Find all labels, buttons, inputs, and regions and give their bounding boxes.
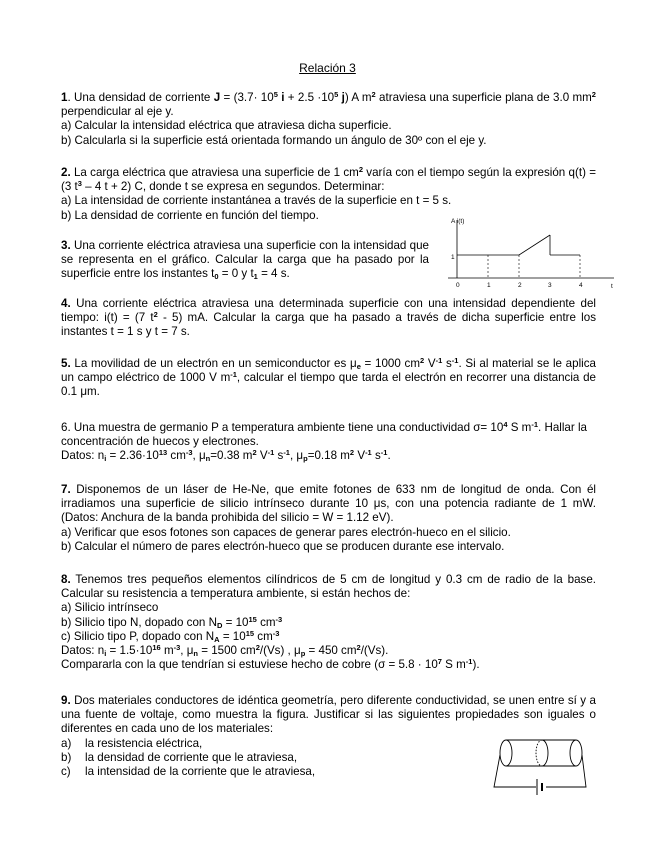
problem-number: 8. (61, 573, 71, 586)
text: = 2.36·10 (106, 449, 159, 463)
text: varía con el tiempo según la expresión q(t) = (3 t (61, 166, 596, 194)
text: s (274, 449, 284, 463)
text: ) A m (344, 91, 372, 104)
text: b) Silicio tipo N, dopado con N (61, 615, 217, 629)
problem-2-item-b: b) La densidad de corriente en función del tiempo. (61, 208, 319, 222)
text: , μ (289, 449, 304, 463)
text: Disponemos de un láser de He-Ne, que emite fotones de 633 nm de longitud de onda. Con él irradiamos una superficie de silicio intrínseco durante 10 μs, con una potencia radiante de 1 mW. (Datos: Anchura de la banda prohibida del silicio = W = 1.12 eV). (61, 483, 596, 525)
text: Datos: n (61, 449, 105, 463)
exponent: -1 (230, 370, 237, 380)
exponent: -3 (275, 614, 283, 624)
exponent: 13 (158, 448, 168, 458)
problem-4-statement (61, 297, 596, 340)
text: - 5) mA. Calcular la carga que ha pasado a través de dicha superficie entre los instantes t = 1 s y t = 7 s. (61, 311, 596, 339)
text: = 450 cm (305, 644, 357, 658)
problem-8 (61, 573, 596, 672)
problem-5 (61, 357, 596, 400)
item-label: a) (61, 736, 72, 750)
text: La carga eléctrica que atraviesa una superficie de 1 cm (70, 166, 359, 179)
exponent: -1 (435, 356, 443, 365)
item-label: b) (61, 750, 72, 764)
exponent: 2 (358, 165, 364, 174)
problem-number: 7. (61, 483, 71, 496)
text: perpendicular al eje y. (61, 105, 174, 119)
exponent: -3 (272, 628, 280, 638)
x-axis-label: t (611, 283, 613, 290)
exponent: 2 (591, 90, 596, 99)
subscript: n (205, 454, 211, 464)
text: V (256, 449, 268, 463)
text: . Hallar la concentración de huecos y electrones. (61, 421, 587, 449)
text: S m (441, 658, 466, 672)
problem-7-statement (61, 483, 596, 526)
x-tick-4: 4 (579, 282, 583, 289)
cylinders-circuit-figure (490, 733, 596, 803)
text: m (160, 644, 174, 658)
problem-6-statement (61, 421, 596, 449)
problem-number: 3. (61, 239, 71, 252)
subscript: p (303, 454, 308, 464)
text: =0.38 m (210, 449, 253, 463)
problem-9-statement (61, 694, 596, 737)
x-tick-2: 2 (518, 282, 522, 289)
problem-3-statement (61, 239, 429, 282)
wire-right (546, 755, 586, 787)
y-tick-label: 1 (451, 254, 455, 261)
cylinder-junction-hidden (536, 740, 542, 766)
y-axis-label: A i(t) (451, 218, 465, 225)
problem-1-item-b: b) Calcularla si la superficie está orientada formando un ángulo de 30º con el eje y. (61, 133, 487, 147)
text: , calcular el tiempo que tarda el electrón en recorrer una distancia de 0.1 μm. (61, 371, 596, 399)
exponent: -1 (465, 657, 473, 667)
text: Una corriente eléctrica atraviesa una determinada superficie con una intensidad dependiente del tiempo: i(t) = (7 t (61, 297, 596, 325)
page-title: Relación 3 (299, 61, 356, 75)
subscript: A (214, 634, 220, 644)
problem-1-item-a: a) Calcular la intensidad eléctrica que atraviesa dicha superficie. (61, 119, 392, 133)
text: . Una densidad de corriente (67, 91, 214, 104)
text: V (424, 357, 436, 370)
text: /(Vs). (360, 644, 389, 658)
text: s (371, 449, 381, 463)
problem-5-statement (61, 357, 596, 400)
problem-8-statement (61, 573, 596, 601)
problem-8-item-a: a) Silicio intrínseco (61, 601, 159, 615)
text: = 4 s. (257, 267, 290, 281)
problem-number: 2. (61, 166, 71, 179)
exponent: 7 (437, 657, 442, 667)
exponent: -1 (531, 420, 538, 429)
text: = (3.7· 10 (220, 91, 274, 104)
current-time-graph (440, 212, 618, 294)
text: . Si al material se le aplica un campo eléctrico de 1000 V m (61, 357, 596, 385)
text: V (354, 449, 366, 463)
problem-number: 4. (61, 297, 71, 310)
text: Dos materiales conductores de idéntica geometría, pero diferente conductividad, se unen entre sí y a una fuente de voltaje, como muestra la figura. Justificar si las siguientes propiedades son iguales o diferentes en cada uno de los materiales: (61, 694, 596, 736)
subscript: i (104, 454, 107, 464)
text: . (387, 449, 391, 463)
problem-number: 1 (61, 91, 68, 104)
cylinder-right-end (570, 740, 582, 766)
exponent: 2 (356, 643, 361, 653)
exponent: 2 (252, 448, 257, 458)
problem-8-data (61, 644, 596, 658)
subscript: i (104, 649, 107, 659)
text: Datos: n (61, 644, 105, 658)
problem-number: 5. (61, 357, 71, 370)
item-text: la intensidad de la corriente que le atraviesa, (85, 765, 316, 779)
unit-vector-i: i (281, 91, 285, 104)
x-tick-0: 0 (456, 282, 460, 289)
exponent: 5 (334, 90, 339, 99)
exponent: 5 (273, 90, 278, 99)
exponent: 4 (503, 420, 508, 429)
text: , μ (180, 644, 194, 658)
exponent: 3 (77, 179, 82, 189)
text: Una corriente eléctrica atraviesa una superficie con la intensidad que se representa en el gráfico. Calcular la carga que ha pasado por la superficie entre los instantes t (61, 239, 429, 281)
exponent: -3 (173, 643, 181, 653)
subscript: n (193, 649, 198, 659)
text: ). (472, 658, 480, 672)
text: cm (254, 629, 273, 643)
problem-6 (61, 421, 596, 464)
text: cm (167, 449, 186, 463)
text: + 2.5 ·10 (284, 91, 335, 104)
vector-J: J (213, 91, 221, 104)
text: = 0 y t (218, 267, 254, 281)
problem-2-item-a: a) La intensidad de corriente instantánea a través de la superficie en t = 5 s. (61, 194, 452, 208)
problem-1 (61, 91, 596, 148)
problem-4 (61, 297, 596, 340)
exponent: 15 (245, 628, 255, 638)
text: atraviesa una superficie plana de 3.0 mm (375, 91, 592, 104)
exponent: -1 (380, 448, 388, 458)
cylinder-junction (542, 740, 548, 766)
item-text: la resistencia eléctrica, (85, 736, 203, 750)
exponent: 2 (349, 448, 355, 458)
text: La movilidad de un electrón en un semiconductor es μ (70, 357, 357, 370)
exponent: 2 (255, 643, 260, 653)
exponent: -1 (365, 448, 372, 458)
text: S m (507, 421, 532, 434)
x-tick-1: 1 (487, 282, 491, 289)
wire-left (494, 755, 536, 787)
text: Tenemos tres pequeños elementos cilíndricos de 5 cm de longitud y 0.3 cm de radio de la base. Calcular su resistencia a temperatura ambiente, si están hechos de: (61, 573, 596, 601)
problem-8-comparison (61, 658, 596, 672)
text: = 10 (219, 629, 246, 643)
text: s (442, 357, 452, 370)
subscript: p (300, 649, 306, 659)
subscript: 1 (253, 272, 258, 282)
item-text: la densidad de corriente que le atraviesa, (85, 750, 298, 764)
problem-6-data (61, 449, 596, 463)
exponent: -3 (185, 448, 193, 458)
exponent: 2 (153, 310, 158, 320)
subscript: e (356, 362, 361, 371)
text: /(Vs) , μ (259, 644, 301, 658)
problem-3 (61, 239, 429, 282)
text: = 1000 cm (360, 357, 420, 370)
text: cm (256, 615, 276, 629)
problem-7-item-b: b) Calcular el número de pares electrón-hueco que se producen durante ese intervalo. (61, 539, 505, 553)
text: 6. Una muestra de germanio P a temperatura ambiente tiene una conductividad σ= 10 (61, 421, 504, 434)
problem-1-statement (61, 91, 596, 119)
text: – 4 t + 2) C, donde t se expresa en segundos. Determinar: (81, 180, 385, 194)
text: =0.18 m (307, 449, 350, 463)
problem-8-item-c (61, 630, 596, 644)
text: Compararla con la que tendrían si estuviese hecho de cobre (σ = 5.8 · 10 (61, 658, 438, 672)
subscript: 0 (214, 272, 219, 282)
current-segment-ramp (519, 235, 550, 255)
unit-vector-j: j (341, 91, 345, 104)
problem-7-item-a: a) Verificar que esos fotones son capaces de generar pares electrón-hueco en el silicio. (61, 525, 511, 539)
problem-number: 9. (61, 694, 71, 707)
problem-7 (61, 483, 596, 554)
text: c) Silicio tipo P, dopado con N (61, 629, 215, 643)
text: = 10 (222, 615, 249, 629)
exponent: 16 (152, 643, 161, 653)
exponent: 2 (419, 356, 425, 365)
exponent: -1 (267, 448, 275, 458)
cylinder-left-end (500, 740, 512, 766)
exponent: 15 (248, 614, 257, 624)
exponent: -1 (451, 356, 459, 365)
x-tick-3: 3 (548, 282, 552, 289)
item-label: c) (61, 765, 71, 779)
text: = 1.5·10 (106, 644, 153, 658)
text: , μ (192, 449, 206, 463)
problem-2-statement (61, 166, 596, 194)
subscript: D (216, 620, 223, 630)
problem-8-item-b (61, 616, 596, 630)
exponent: -1 (283, 448, 290, 458)
exponent: 2 (371, 90, 376, 99)
text: = 1500 cm (198, 644, 256, 658)
